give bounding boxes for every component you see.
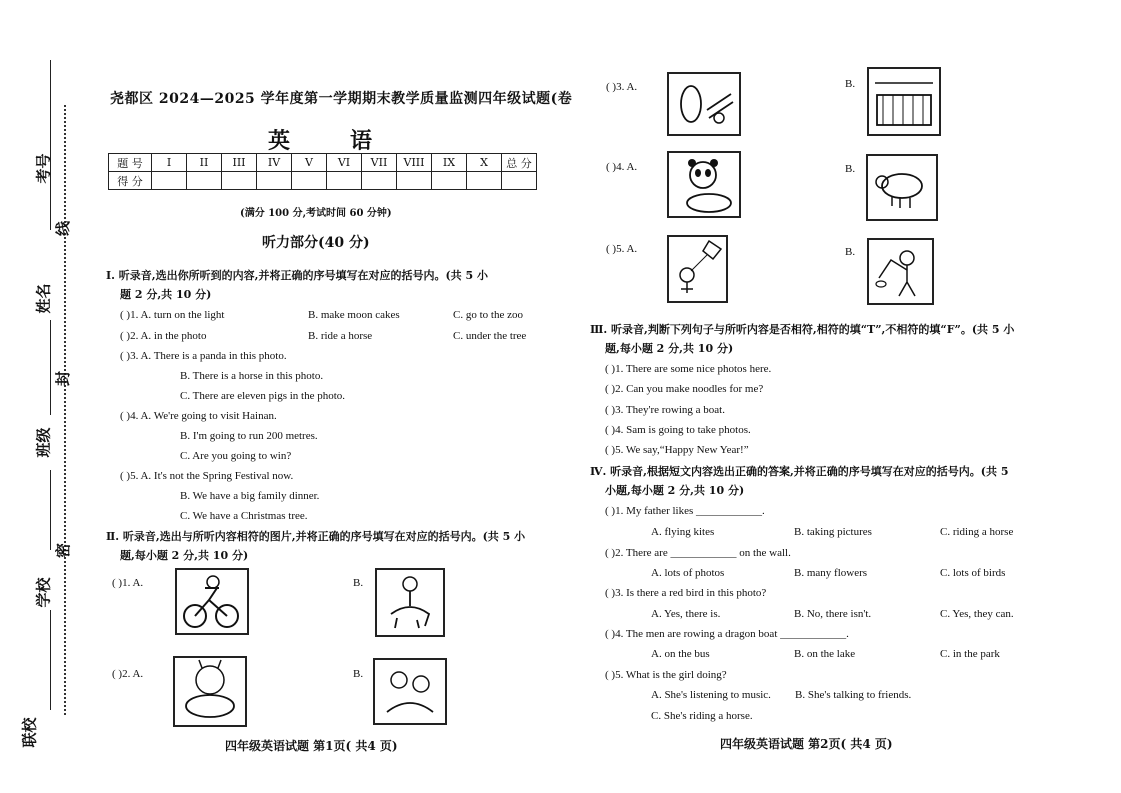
subject-title: 英语 [268,128,433,154]
score-input-cell[interactable] [432,172,467,190]
bike-icon [177,570,247,633]
boy-fishing-picture [867,238,934,305]
seal-char-xian: 线 [54,220,73,237]
r1-option-c: C. riding a horse [940,526,1014,538]
pic-q3-label-a: ( )3. A. [606,81,638,93]
r4-question: ( )4. The men are rowing a dragon boat ____________. [605,628,849,640]
kite-icon [669,237,726,301]
r2-option-a: A. lots of photos [651,567,725,579]
pic-q2-label-b: B. [353,668,364,680]
seal-dotted-line [64,105,66,715]
score-input-cell[interactable] [467,172,502,190]
q1-option-a: ( )1. A. turn on the light [120,309,225,321]
r3-option-c: C. Yes, they can. [940,608,1014,620]
moon-cake-rabbit-picture [173,656,247,727]
q2-option-b: B. ride a horse [308,330,373,342]
class-label: 班级 [34,427,53,458]
rabbit-icon [175,658,245,725]
q5-option-b: B. We have a big family dinner. [180,490,320,502]
boy-flying-kite-picture [667,235,728,303]
children-icon [375,660,445,723]
pic-q1-label-b: B. [353,577,364,589]
section-2-instructions-line2: 题,每小题 2 分,共 10 分) [120,549,249,562]
horse-rider-icon [377,570,443,635]
pic-q4-label-a: ( )4. A. [606,161,638,173]
r5-option-b: B. She's talking to friends. [795,689,912,701]
page-2-footer: 四年级英语试题 第2页( 共4 页) [720,737,893,751]
district-label: 联校 [20,717,39,748]
section-1-instructions-line1: Ⅰ. 听录音,选出你所听到的内容,并将正确的序号填写在对应的括号内。(共 5 小 [106,269,488,282]
pic-q2-label-a: ( )2. A. [112,668,144,680]
score-input-cell[interactable] [327,172,362,190]
pic-q5-label-b: B. [845,246,856,258]
score-input-cell[interactable] [222,172,257,190]
tf-item: ( )5. We say,“Happy New Year!” [605,444,749,456]
q3-option-a: ( )3. A. There is a panda in this photo. [120,350,287,362]
exam-note: (满分 100 分,考试时间 60 分钟) [240,208,392,219]
name-line [50,320,51,415]
r4-option-c: C. in the park [940,648,1000,660]
score-input-cell[interactable] [502,172,537,190]
score-cell: II [187,154,222,172]
r4-option-b: B. on the lake [794,648,856,660]
r1-option-a: A. flying kites [651,526,715,538]
r2-option-c: C. lots of birds [940,567,1006,579]
r3-option-b: B. No, there isn't. [794,608,872,620]
q4-option-c: C. Are you going to win? [180,450,292,462]
school-label: 学校 [34,577,53,608]
score-table-header-row [109,154,537,172]
tf-item: ( )4. Sam is going to take photos. [605,424,751,436]
score-cell: 得 分 [109,172,152,190]
sheep-icon [868,156,936,219]
class-line [50,470,51,550]
r1-question: ( )1. My father likes ____________. [605,505,765,517]
section-2-instructions-line1: Ⅱ. 听录音,选出与所听内容相符的图片,并将正确的序号填写在对应的括号内。(共 5 小 [106,530,526,543]
panda-picture [667,151,741,218]
q1-option-b: B. make moon cakes [308,309,400,321]
seal-char-mi: 密 [54,542,73,559]
r5-option-c: C. She's riding a horse. [651,710,753,722]
q4-option-b: B. I'm going to run 200 metres. [180,430,318,442]
name-label: 姓名 [34,283,53,314]
section-1-instructions-line2: 题 2 分,共 10 分) [120,288,212,301]
q1-option-c: C. go to the zoo [453,309,523,321]
sheep-picture [866,154,938,221]
pic-q3-label-b: B. [845,78,856,90]
section-3-instructions-line1: Ⅲ. 听录音,判断下列句子与所听内容是否相符,相符的填“T”,不相符的填“F”。(共 5 小 [590,323,1015,336]
score-cell: III [222,154,257,172]
r4-option-a: A. on the bus [651,648,710,660]
peanut-snack-picture [667,72,741,136]
score-cell: X [467,154,502,172]
r2-question: ( )2. There are ____________ on the wall. [605,547,791,559]
q2-option-a: ( )2. A. in the photo [120,330,207,342]
tf-item: ( )3. They're rowing a boat. [605,404,725,416]
panda-icon [669,153,739,216]
r3-question: ( )3. Is there a red bird in this photo? [605,587,767,599]
score-cell: IV [257,154,292,172]
exam-title: 尧都区 2024—2025 学年度第一学期期末教学质量监测四年级试题(卷 [110,91,573,107]
score-cell: VIII [397,154,432,172]
section-4-instructions-line2: 小题,每小题 2 分,共 10 分) [605,484,745,497]
decorations-picture [867,67,941,136]
score-input-cell[interactable] [292,172,327,190]
page-1-footer: 四年级英语试题 第1页( 共4 页) [225,739,398,753]
pic-q5-label-a: ( )5. A. [606,243,638,255]
r3-option-a: A. Yes, there is. [651,608,721,620]
score-cell: 题 号 [109,154,152,172]
q3-option-b: B. There is a horse in this photo. [180,370,324,382]
q3-option-c: C. There are eleven pigs in the photo. [180,390,346,402]
q5-option-a: ( )5. A. It's not the Spring Festival now. [120,470,294,482]
score-input-cell[interactable] [187,172,222,190]
exam-number-line [50,60,51,230]
q4-option-a: ( )4. A. We're going to visit Hainan. [120,410,277,422]
score-cell: IX [432,154,467,172]
section-3-instructions-line2: 题,每小题 2 分,共 10 分) [605,342,734,355]
score-table [108,153,537,190]
score-input-cell[interactable] [362,172,397,190]
r5-question: ( )5. What is the girl doing? [605,669,727,681]
fishing-icon [869,240,932,303]
score-input-cell[interactable] [397,172,432,190]
seal-char-feng: 封 [54,370,73,387]
tf-item: ( )1. There are some nice photos here. [605,363,772,375]
children-playing-picture [373,658,447,725]
score-cell: VII [362,154,397,172]
score-input-cell[interactable] [257,172,292,190]
score-cell: I [152,154,187,172]
exam-number-label: 考号 [34,153,53,184]
pic-q1-label-a: ( )1. A. [112,577,144,589]
score-cell: VI [327,154,362,172]
boy-riding-bike-picture [175,568,249,635]
r5-option-a: A. She's listening to music. [651,689,771,701]
tf-item: ( )2. Can you make noodles for me? [605,383,764,395]
boy-riding-horse-picture [375,568,445,637]
listening-section-title: 听力部分(40 分) [262,235,370,251]
q2-option-c: C. under the tree [453,330,527,342]
section-4-instructions-line1: Ⅳ. 听录音,根据短文内容选出正确的答案,并将正确的序号填写在对应的括号内。(共 5 [590,465,1009,478]
score-table-score-row [109,172,537,190]
score-cell: V [292,154,327,172]
school-line [50,610,51,710]
food-icon [669,74,739,134]
score-input-cell[interactable] [152,172,187,190]
lanterns-icon [869,69,939,134]
r1-option-b: B. taking pictures [794,526,872,538]
pic-q4-label-b: B. [845,163,856,175]
r2-option-b: B. many flowers [794,567,868,579]
score-cell: 总 分 [502,154,537,172]
q5-option-c: C. We have a Christmas tree. [180,510,308,522]
